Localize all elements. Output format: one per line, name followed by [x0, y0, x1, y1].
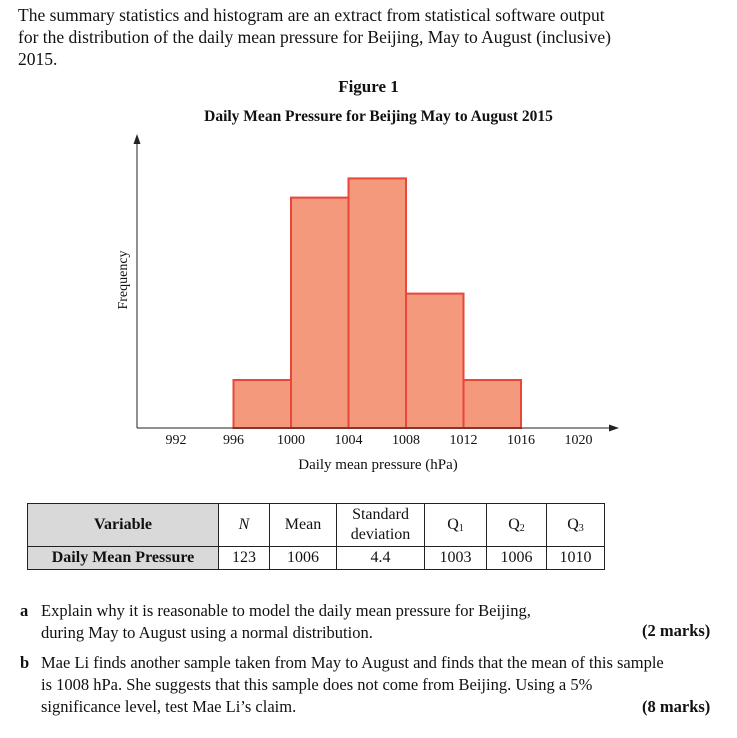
- histogram-bar-996-1000: [234, 380, 292, 428]
- header-mean: Mean: [270, 504, 337, 547]
- cell-mean: 1006: [270, 547, 337, 570]
- header-sd-line2: deviation: [350, 526, 411, 543]
- question-a-marks: (2 marks): [642, 621, 711, 640]
- histogram-bar-1004-1008: [349, 178, 407, 428]
- header-sd: [337, 504, 425, 547]
- header-variable: Variable: [28, 504, 219, 547]
- histogram-bar-1000-1004: [291, 198, 349, 428]
- question-b-line1: Mae Li finds another sample taken from May to August and finds that the mean of this sample: [41, 653, 664, 672]
- x-tick-label: 992: [165, 433, 187, 448]
- header-sd-line1: Standard: [352, 506, 409, 523]
- cell-n: 123: [219, 547, 270, 570]
- x-axis-label: Daily mean pressure (hPa): [298, 457, 458, 473]
- question-a-text: [41, 600, 641, 644]
- question-a-line2: during May to August using a normal distribution.: [41, 623, 373, 642]
- x-tick-label: 1020: [564, 433, 593, 448]
- y-axis-label: Frequency: [116, 250, 131, 310]
- cell-variable: Daily Mean Pressure: [28, 547, 219, 570]
- header-q2: $Q_2$: [487, 504, 547, 547]
- header-q1: $Q_1$: [425, 504, 487, 547]
- summary-stats-table: [27, 503, 605, 570]
- x-tick-label: 1008: [392, 433, 420, 448]
- cell-q3: 1010: [547, 547, 605, 570]
- question-b-line3: significance level, test Mae Li’s claim.: [41, 697, 297, 716]
- cell-q2: 1006: [487, 547, 547, 570]
- question-a-letter: a: [20, 601, 29, 620]
- question-b-letter: b: [20, 653, 30, 672]
- question-b-text: [41, 652, 736, 718]
- x-tick-label: 1000: [277, 433, 305, 448]
- table-header-row: [28, 504, 605, 547]
- question-b-marks: (8 marks): [642, 697, 711, 716]
- cell-q1: 1003: [425, 547, 487, 570]
- x-tick-label: 996: [223, 433, 244, 448]
- intro-paragraph: The summary statistics and histogram are an extract from statistical software output for the distribution of the daily mean pressure for Beijing, May to August (inclusive) 2015.: [18, 5, 611, 69]
- histogram-bar-1008-1012: [406, 294, 464, 428]
- x-tick-label: 1012: [449, 433, 478, 448]
- chart-title: Daily Mean Pressure for Beijing May to August 2015: [204, 108, 553, 125]
- x-tick-label: 1016: [507, 433, 535, 448]
- question-a-line1: Explain why it is reasonable to model the daily mean pressure for Beijing,: [41, 601, 531, 620]
- y-axis-arrow: [134, 134, 141, 144]
- x-tick-label: 1004: [334, 433, 363, 448]
- figure-label: Figure 1: [338, 77, 399, 96]
- cell-sd: 4.4: [337, 547, 425, 570]
- table-row: [28, 547, 605, 570]
- header-q3: $Q_3$: [547, 504, 605, 547]
- question-b-line2: is 1008 hPa. She suggests that this sample does not come from Beijing. Using a 5%: [41, 675, 593, 694]
- x-axis-arrow: [609, 425, 619, 432]
- header-n: N: [219, 504, 270, 547]
- histogram-bar-1012-1016: [464, 380, 522, 428]
